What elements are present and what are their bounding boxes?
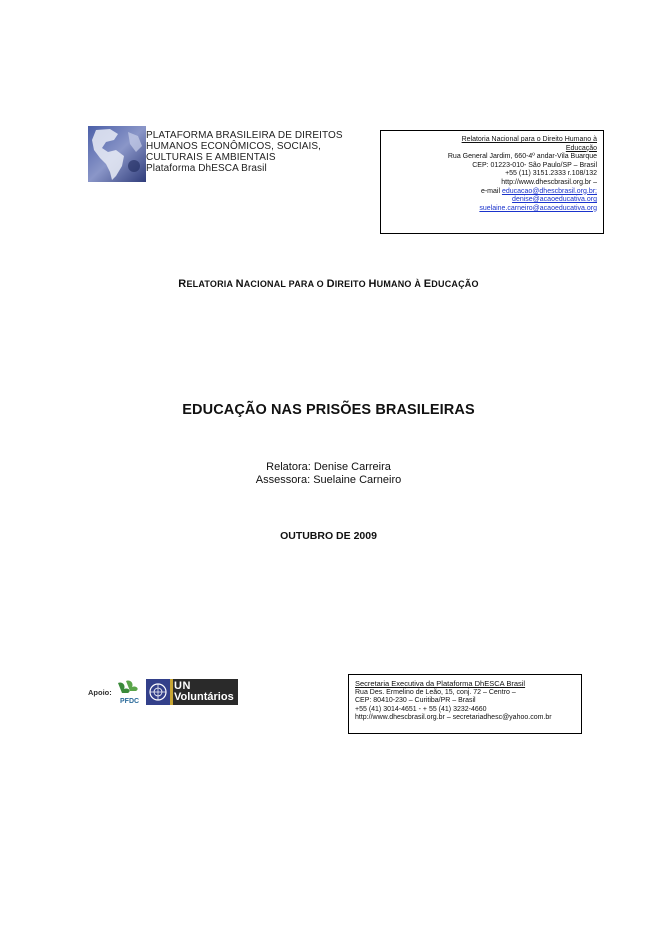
contact-address: Rua General Jardim, 660-4º andar-Vila Buarque [447, 153, 597, 161]
exec-address: Rua Des. Ermelino de Leão, 15, conj. 72 – Centro – [355, 688, 516, 696]
author-block [0, 461, 657, 487]
logo-text [146, 130, 341, 174]
email-link-suelaine[interactable]: suelaine.carneiro@acaoeducativa.org [479, 204, 597, 212]
contact-title: Relatoria Nacional para o Direito Humano à [461, 136, 597, 143]
smallcaps-rest: DUCAÇÃO [431, 279, 479, 289]
relatora-line: Relatora: Denise Carreira [266, 461, 391, 473]
email-prefix: e-mail [480, 187, 502, 195]
logo-line: Plataforma DhESCA Brasil [146, 163, 267, 174]
logo-line: PLATAFORMA BRASILEIRA DE DIREITOS [146, 130, 343, 141]
exec-title: Secretaria Executiva da Plataforma DhESCA Brasil [355, 679, 526, 688]
exec-phone: +55 (41) 3014-4651 - + 55 (41) 3232-4660 [355, 705, 487, 713]
un-volunteers-logo [146, 679, 238, 705]
un-emblem-icon [146, 679, 170, 705]
smallcaps-initial: N [235, 278, 244, 290]
email-link-denise[interactable]: denise@acaoeducativa.org [512, 196, 597, 204]
support-logos [88, 679, 238, 707]
apoio-label: Apoio: [88, 688, 112, 697]
contact-cep: CEP: 01223-010- São Paulo/SP – Brasil [472, 161, 597, 169]
smallcaps-initial: D [326, 278, 335, 290]
un-accent-bar [170, 679, 173, 705]
smallcaps-initial: R [178, 278, 187, 290]
pfdc-logo-icon [112, 679, 146, 705]
contact-site: http://www.dhescbrasil.org.br – [501, 178, 597, 186]
secretaria-executiva-box [348, 674, 582, 734]
pfdc-label: PFDC [120, 698, 140, 705]
contact-email-line [387, 188, 597, 197]
smallcaps-rest: ACIONAL PARA O [243, 279, 327, 289]
americas-map-icon [88, 126, 146, 182]
assessora-line: Assessora: Suelaine Carneiro [255, 474, 402, 486]
logo-line: CULTURAIS E AMBIENTAIS [146, 152, 276, 163]
logo-line: HUMANOS ECONÔMICOS, SOCIAIS, [146, 141, 322, 152]
smallcaps-rest: UMANO À [376, 279, 424, 289]
relatoria-contact-box [380, 130, 604, 234]
relatoria-heading [0, 278, 657, 290]
smallcaps-rest: ELATORIA [186, 279, 236, 289]
contact-phone: +55 (11) 3151.2333 r.108/132 [505, 170, 597, 178]
exec-contact: http://www.dhescbrasil.org.br – secretariadhesc@yahoo.com.br [355, 714, 552, 722]
un-label-block [170, 679, 238, 705]
document-title: EDUCAÇÃO NAS PRISÕES BRASILEIRAS [182, 402, 475, 418]
contact-title-cont: Educação [565, 144, 597, 152]
email-link-educacao[interactable]: educacao@dhescbrasil.org.br; [501, 187, 597, 195]
un-label: UN [174, 680, 191, 692]
voluntarios-label: Voluntários [174, 691, 234, 703]
document-date: OUTUBRO DE 2009 [280, 530, 377, 542]
exec-cep: CEP: 80410-230 – Curitiba/PR – Brasil [355, 697, 476, 705]
smallcaps-initial: H [368, 278, 377, 290]
plataforma-logo [88, 126, 343, 184]
smallcaps-rest: IREITO [334, 279, 369, 289]
smallcaps-initial: E [423, 278, 432, 290]
